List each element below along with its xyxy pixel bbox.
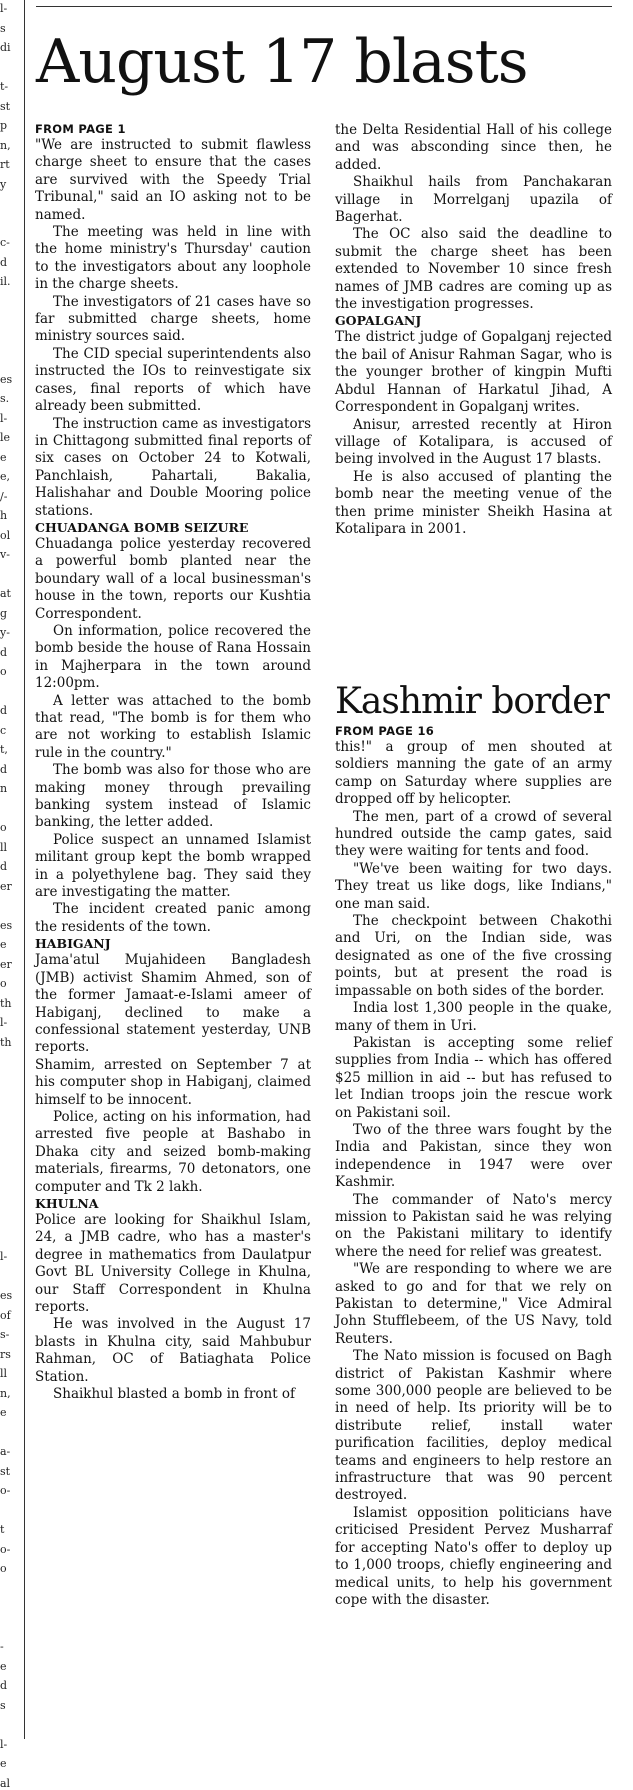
gutter-fragment: c <box>0 723 7 737</box>
section-subhead: CHUADANGA BOMB SEIZURE <box>35 519 249 535</box>
body-paragraph: He was involved in the August 17 blasts in Khulna city, said Mahbubur Rahman, OC of Batiaghata Police Station. <box>35 1316 311 1385</box>
gutter-fragment: s- <box>0 1328 10 1341</box>
body-paragraph: Shaikhul hails from Panchakaran village in Morrelganj upazila of Bagerhat. <box>335 174 612 226</box>
gutter-fragment: le <box>0 431 11 444</box>
gutter-fragment: s <box>0 21 6 35</box>
gutter-fragment: ll <box>0 840 8 854</box>
body-paragraph: The CID special superintendents also instructed the IOs to reinvestigate six cases, final reports of which have already been submitted. <box>35 345 311 415</box>
gutter-fragment: o <box>0 1562 7 1575</box>
body-paragraph: Chuadanga police yesterday recovered a powerful bomb planted near the boundary wall of a local businessman's house in the town, reports our Kushtia Correspondent. <box>35 535 311 622</box>
body-paragraph: Shaikhul blasted a bomb in front of <box>53 1386 296 1403</box>
body-paragraph: "We are responding to where we are asked to go and for that we rely on Pakistan to determine," Vice Admiral John Stufflebeem, of the US Navy, told Reuters. <box>335 1261 612 1347</box>
body-paragraph: "We are instructed to submit flawless charge sheet to ensure that the cases are survived with the Speedy Trial Tribunal," said an IO asking not to be named. <box>35 137 311 223</box>
article1-column-1 <box>35 122 311 1403</box>
body-paragraph: Police suspect an unnamed Islamist militant group kept the bomb wrapped in a polyethylene bag. They said they are investigating the matter. <box>35 831 311 901</box>
body-paragraph: A letter was attached to the bomb that read, "The bomb is for them who are not working to establish Islamic rule in the country." <box>35 692 311 761</box>
gutter-fragment: di <box>0 41 11 54</box>
gutter-fragment: o- <box>0 1542 11 1556</box>
body-paragraph: The incident created panic among the residents of the town. <box>35 901 311 935</box>
body-paragraph: The OC also said the deadline to submit the charge sheet has been extended to November 10 since fresh names of JMB cadres are coming up as the investigation progresses. <box>335 226 612 313</box>
body-paragraph: Two of the three wars fought by the India and Pakistan, since they won independence in 1947 were over Kashmir. <box>335 1121 612 1191</box>
previous-column-fragment <box>0 0 22 1790</box>
top-rule <box>36 6 612 7</box>
gutter-fragment: ll <box>0 1367 8 1380</box>
gutter-fragment: t <box>0 1523 5 1536</box>
gutter-fragment: d <box>0 762 8 776</box>
gutter-fragment: er <box>0 957 12 971</box>
gutter-fragment: e <box>0 938 7 951</box>
gutter-fragment: es <box>0 1289 13 1302</box>
body-paragraph: The meeting was held in line with the home ministry's Thursday' caution to the investigators about any loophole in the charge sheets. <box>35 224 311 293</box>
gutter-fragment: es <box>0 918 13 932</box>
body-paragraph: The investigators of 21 cases have so far submitted charge sheets, home ministry sources said. <box>35 293 311 345</box>
gutter-fragment: n, <box>0 138 11 152</box>
gutter-fragment: n, <box>0 1386 11 1400</box>
body-paragraph: The men, part of a crowd of several hundred outside the camp gates, said they were waiting for tents and food. <box>335 808 612 860</box>
section-subhead: GOPALGANJ <box>335 313 422 329</box>
gutter-fragment: e <box>0 1757 7 1770</box>
section-subhead: HABIGANJ <box>35 936 111 952</box>
from-page-label: FROM PAGE 16 <box>335 724 435 738</box>
body-paragraph: Police, acting on his information, had arrested five people at Bashabo in Dhaka city and seized bomb-making materials, firearms, 70 detonators, one computer and Tk 2 lakh. <box>35 1108 311 1195</box>
gutter-fragment: il. <box>0 275 11 288</box>
body-paragraph: the Delta Residential Hall of his college and was absconding since then, he added. <box>335 122 612 173</box>
gutter-fragment: st <box>0 99 11 113</box>
article1-column-2 <box>335 122 612 538</box>
body-paragraph: Shamim, arrested on September 7 at his computer shop in Habiganj, claimed himself to be innocent. <box>35 1056 311 1108</box>
gutter-fragment: es <box>0 372 13 386</box>
body-paragraph: He is also accused of planting the bomb near the meeting venue of the then prime minister Sheikh Hasina at Kotalipara in 2001. <box>335 468 612 537</box>
gutter-fragment: n <box>0 782 8 795</box>
body-paragraph: The Nato mission is focused on Bagh district of Pakistan Kashmir where some 300,000 people are believed to be in need of help. Its priority will be to distribute relief, install water purification facilities, deploy medical teams and engineers to help restore an infrastructure that was 90 percent destroyed. <box>335 1348 612 1504</box>
body-paragraph: The bomb was also for those who are making money through prevailing banking system instead of Islamic banking, the letter added. <box>35 762 311 831</box>
gutter-fragment: at <box>0 587 11 600</box>
body-paragraph: India lost 1,300 people in the quake, many of them in Uri. <box>335 1000 612 1034</box>
gutter-fragment: rt <box>0 158 10 171</box>
gutter-fragment: p <box>0 119 8 132</box>
body-paragraph: The checkpoint between Chakothi and Uri, on the Indian side, was designated as one of the five crossing points, but at present the road is impassable on both sides of the border. <box>335 913 612 999</box>
headline-kashmir-border: Kashmir border <box>335 681 609 722</box>
gutter-fragment: c- <box>0 236 10 249</box>
gutter-fragment: l- <box>0 2 8 15</box>
gutter-fragment: e <box>0 450 7 464</box>
body-paragraph: Pakistan is accepting some relief supplies from India -- which has offered $25 million in aid -- but has refused to let Indian troops join the rescue work on Pakistani soil. <box>335 1034 612 1121</box>
gutter-fragment: y <box>0 177 7 191</box>
gutter-fragment: o <box>0 665 7 678</box>
body-paragraph: this!" a group of men shouted at soldiers manning the gate of an army camp on Saturday where supplies are dropped off by helicopter. <box>335 739 612 808</box>
gutter-fragment: al <box>0 1776 11 1790</box>
column-divider <box>24 0 25 1739</box>
gutter-fragment: e <box>0 1406 7 1419</box>
gutter-fragment: d <box>0 645 8 659</box>
gutter-fragment: st <box>0 1464 11 1478</box>
gutter-fragment: l- <box>0 1016 8 1029</box>
gutter-fragment: of <box>0 1308 11 1322</box>
body-paragraph: The instruction came as investigators in Chittagong submitted final reports of six cases on October 24 to Kotwali, Panchlaish, Pahartali, Bakalia, Halishahar and Double Mooring police stations. <box>35 415 311 519</box>
body-paragraph: The commander of Nato's mercy mission to Pakistan said he was relying on the Pakistani military to identify where the need for relief was greatest. <box>335 1191 612 1260</box>
gutter-fragment: l- <box>0 1737 8 1751</box>
gutter-fragment: /- <box>0 489 8 503</box>
gutter-fragment: o <box>0 821 7 834</box>
gutter-fragment: d <box>0 704 8 717</box>
article2-column <box>335 724 612 1609</box>
body-paragraph: "We've been waiting for two days. They treat us like dogs, like Indians," one man said. <box>335 860 612 912</box>
body-paragraph: On information, police recovered the bomb beside the house of Rana Hossain in Majherpara in the town around 12:00pm. <box>35 622 311 692</box>
gutter-fragment: d <box>0 1679 8 1692</box>
gutter-fragment: a- <box>0 1445 11 1458</box>
gutter-fragment: rs <box>0 1347 11 1361</box>
gutter-fragment: o- <box>0 1484 11 1497</box>
from-page-label: FROM PAGE 1 <box>35 122 126 136</box>
gutter-fragment: t, <box>0 743 8 756</box>
gutter-fragment: v- <box>0 548 10 561</box>
gutter-fragment: t- <box>0 80 9 93</box>
body-paragraph: Jama'atul Mujahideen Bangladesh (JMB) activist Shamim Ahmed, son of the former Jamaat-e-Islami ameer of Habiganj, declined to make a confessional statement yesterday, UNB reports. <box>35 952 311 1056</box>
body-paragraph: The district judge of Gopalganj rejected the bail of Anisur Rahman Sagar, who is the younger brother of kingpin Mufti Abdul Hannan of Harkatul Jihad, A Correspondent in Gopalganj writes. <box>335 329 612 416</box>
body-paragraph: Police are looking for Shaikhul Islam, 24, a JMB cadre, who has a master's degree in mathematics from Daulatpur Govt BL University College in Khulna, our Staff Correspondent in Khulna reports. <box>35 1211 311 1315</box>
headline-august-17-blasts: August 17 blasts <box>36 27 528 97</box>
gutter-fragment: o <box>0 977 7 990</box>
gutter-fragment: y- <box>0 626 10 639</box>
gutter-fragment: d <box>0 255 8 269</box>
section-subhead: KHULNA <box>35 1195 99 1211</box>
gutter-fragment: - <box>0 1640 4 1653</box>
gutter-fragment: s <box>0 1698 6 1712</box>
gutter-fragment: s. <box>0 392 10 405</box>
body-paragraph: Anisur, arrested recently at Hiron village of Kotalipara, is accused of being involved in the August 17 blasts. <box>335 416 612 468</box>
gutter-fragment: h <box>0 509 8 522</box>
gutter-fragment: ol <box>0 528 11 542</box>
gutter-fragment: er <box>0 879 12 893</box>
gutter-fragment: th <box>0 1035 12 1049</box>
gutter-fragment: e <box>0 1659 7 1673</box>
body-paragraph: Islamist opposition politicians have criticised President Pervez Musharraf for accepting Nato's offer to deploy up to 1,000 troops, chiefly engineering and medical units, to help his government cope with the disaster. <box>335 1504 612 1608</box>
gutter-fragment: l- <box>0 1250 8 1263</box>
gutter-fragment: e, <box>0 470 11 483</box>
gutter-fragment: th <box>0 996 12 1010</box>
gutter-fragment: g <box>0 606 8 620</box>
gutter-fragment: d <box>0 860 8 873</box>
gutter-fragment: l- <box>0 411 8 425</box>
